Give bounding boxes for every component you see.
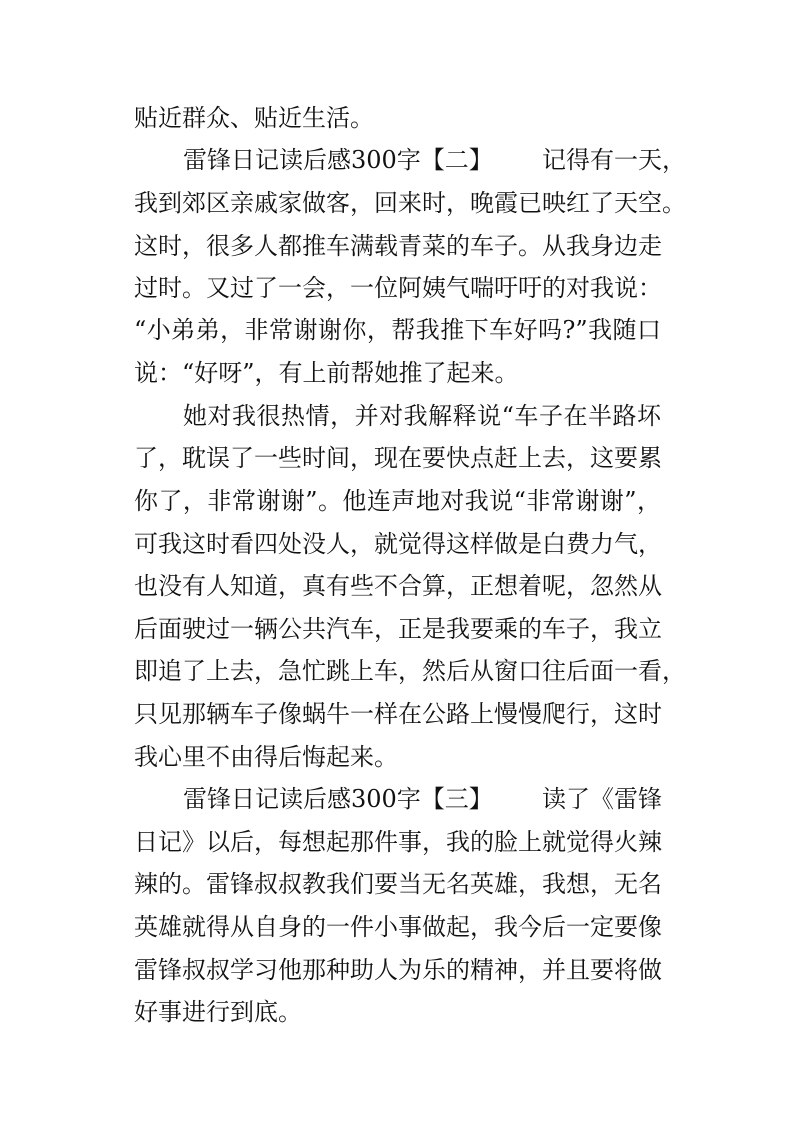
paragraph-text: 我心里不由得后悔起来。 — [134, 743, 398, 771]
text-line — [0, 609, 794, 649]
text-line — [0, 864, 794, 904]
text-line — [0, 822, 794, 862]
paragraph-text: 说：“好呀”，有上前帮她推了起来。 — [134, 359, 519, 387]
paragraph-text: 好事进行到底。 — [134, 998, 302, 1026]
text-line — [0, 907, 794, 947]
text-line — [0, 183, 794, 223]
paragraph-text: 她对我很热情，并对我解释说“车子在半路坏 — [183, 402, 661, 430]
section-heading-line — [0, 140, 794, 180]
text-line — [0, 226, 794, 266]
section-heading: 雷锋日记读后感300字【三】 — [183, 785, 493, 813]
text-line — [0, 694, 794, 734]
section-heading: 雷锋日记读后感300字【二】 — [183, 146, 493, 174]
text-line — [0, 651, 794, 691]
paragraph-text: 我到郊区亲戚家做客，回来时，晚霞已映红了天空。 — [134, 189, 686, 217]
paragraph-text: 日记》以后，每想起那件事，我的脸上就觉得火辣 — [134, 828, 662, 856]
paragraph-text: 记得有一天， — [542, 146, 686, 174]
text-line — [0, 481, 794, 521]
text-line — [0, 438, 794, 478]
text-line — [0, 737, 794, 777]
text-line — [0, 268, 794, 308]
paragraph-text: 这时，很多人都推车满载青菜的车子。从我身边走 — [134, 232, 662, 260]
paragraph-text: 你了，非常谢谢”。他连声地对我说“非常谢谢”， — [134, 487, 661, 515]
text-line — [0, 524, 794, 564]
paragraph-text: 雷锋叔叔学习他那种助人为乐的精神，并且要将做 — [134, 956, 662, 984]
text-line — [0, 98, 794, 138]
paragraph-text: 过时。又过了一会，一位阿姨气喘吁吁的对我说： — [134, 274, 662, 302]
paragraph-text: 贴近群众、贴近生活。 — [134, 104, 374, 132]
text-line — [0, 396, 794, 436]
text-line — [0, 566, 794, 606]
text-line — [0, 992, 794, 1032]
paragraph-text: 辣的。雷锋叔叔教我们要当无名英雄，我想，无名 — [134, 870, 662, 898]
section-heading-line — [0, 779, 794, 819]
paragraph-text: 了，耽误了一些时间，现在要快点赶上去，这要累 — [134, 444, 662, 472]
paragraph-text: 可我这时看四处没人，就觉得这样做是白费力气， — [134, 530, 662, 558]
paragraph-text: 英雄就得从自身的一件小事做起，我今后一定要像 — [134, 913, 662, 941]
text-line — [0, 310, 794, 350]
paragraph-text: 即追了上去，急忙跳上车，然后从窗口往后面一看， — [134, 657, 686, 685]
paragraph-text: 也没有人知道，真有些不合算，正想着呢，忽然从 — [134, 572, 662, 600]
paragraph-text: “小弟弟，非常谢谢你，帮我推下车好吗?”我随口 — [134, 316, 661, 344]
text-line — [0, 950, 794, 990]
text-line — [0, 353, 794, 393]
paragraph-text: 读了《雷锋 — [542, 785, 662, 813]
paragraph-text: 只见那辆车子像蜗牛一样在公路上慢慢爬行，这时 — [134, 700, 662, 728]
paragraph-text: 后面驶过一辆公共汽车，正是我要乘的车子，我立 — [134, 615, 662, 643]
